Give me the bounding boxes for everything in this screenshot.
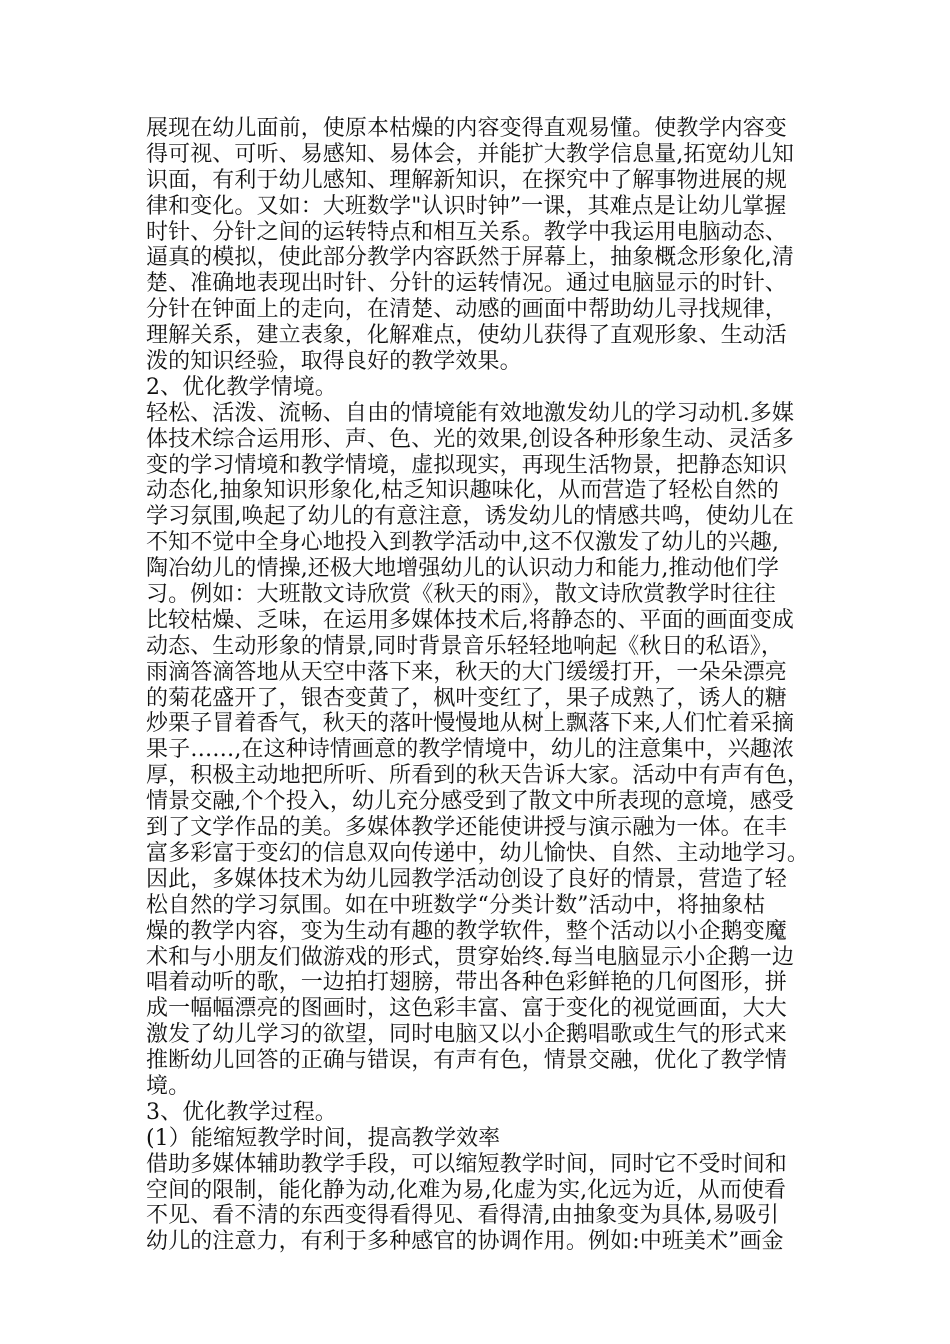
text-line: 果子……,在这种诗情画意的教学情境中，幼儿的注意集中，兴趣浓 bbox=[146, 737, 794, 763]
text-line: 得可视、可听、易感知、易体会，并能扩大教学信息量,拓宽幼儿知 bbox=[146, 141, 794, 167]
text-line: 成一幅幅漂亮的图画时，这色彩丰富、富于变化的视觉画面，大大 bbox=[146, 996, 787, 1022]
text-line: 的菊花盛开了，银杏变黄了，枫叶变红了，果子成熟了，诱人的糖 bbox=[146, 685, 787, 711]
text-line: 激发了幼儿学习的欲望，同时电脑又以小企鹅唱歌或生气的形式来 bbox=[146, 1022, 787, 1048]
text-line: 到了文学作品的美。多媒体教学还能使讲授与演示融为一体。在丰 bbox=[146, 815, 787, 841]
text-line: 因此，多媒体技术为幼儿园教学活动创设了良好的情景，营造了轻 bbox=[146, 866, 787, 892]
text-line: 雨滴答滴答地从天空中落下来，秋天的大门缓缓打开，一朵朵漂亮 bbox=[146, 659, 787, 685]
text-line: 动态化,抽象知识形象化,枯乏知识趣味化，从而营造了轻松自然的 bbox=[146, 478, 779, 504]
text-line: 时针、分针之间的运转特点和相互关系。教学中我运用电脑动态、 bbox=[146, 219, 787, 245]
text-line: 借助多媒体辅助教学手段，可以缩短教学时间，同时它不受时间和 bbox=[146, 1151, 787, 1177]
text-line: 比较枯燥、乏味，在运用多媒体技术后,将静态的、平面的画面变成 bbox=[146, 607, 794, 633]
text-line: 空间的限制，能化静为动,化难为易,化虚为实,化远为近，从而使看 bbox=[146, 1177, 787, 1203]
text-line: 逼真的模拟，使此部分教学内容跃然于屏幕上，抽象概念形象化,清 bbox=[146, 245, 794, 271]
text-line: 炒栗子冒着香气，秋天的落叶慢慢地从树上飘落下来,人们忙着采摘 bbox=[146, 711, 794, 737]
text-line: 楚、准确地表现出时针、分针的运转情况。通过电脑显示的时针、 bbox=[146, 271, 787, 297]
text-line: 3、优化教学过程。 bbox=[146, 1099, 337, 1125]
text-line: 厚，积极主动地把所听、所看到的秋天告诉大家。活动中有声有色， bbox=[146, 763, 810, 789]
text-line: 幼儿的注意力，有利于多种感官的协调作用。例如:中班美术”画金 bbox=[146, 1229, 784, 1255]
text-line: 理解关系，建立表象，化解难点，使幼儿获得了直观形象、生动活 bbox=[146, 323, 787, 349]
text-line: 展现在幼儿面前，使原本枯燥的内容变得直观易懂。使教学内容变 bbox=[146, 116, 787, 141]
text-line: 律和变化。又如：大班数学"认识时钟”一课，其难点是让幼儿掌握 bbox=[146, 193, 787, 219]
text-line: 2、优化教学情境。 bbox=[146, 374, 337, 400]
text-line: 识面，有利于幼儿感知、理解新知识，在探究中了解事物进展的规 bbox=[146, 167, 787, 193]
text-line: 学习氛围,唤起了幼儿的有意注意，诱发幼儿的情感共鸣，使幼儿在 bbox=[146, 504, 794, 530]
text-line: 境。 bbox=[146, 1073, 191, 1099]
text-line: 唱着动听的歌，一边拍打翅膀，带出各种色彩鲜艳的几何图形，拼 bbox=[146, 970, 787, 996]
text-line: 术和与小朋友们做游戏的形式，贯穿始终.每当电脑显示小企鹅一边 bbox=[146, 944, 794, 970]
text-line: 情景交融,个个投入，幼儿充分感受到了散文中所表现的意境，感受 bbox=[146, 789, 794, 815]
text-line: 不见、看不清的东西变得看得见、看得清,由抽象变为具体,易吸引 bbox=[146, 1203, 779, 1229]
text-line: 变的学习情境和教学情境，虚拟现实，再现生活物景，把静态知识 bbox=[146, 452, 787, 478]
text-line: 动态、生动形象的情景,同时背景音乐轻轻地响起《秋日的私语》， bbox=[146, 633, 783, 659]
document-body bbox=[146, 116, 836, 1255]
text-line: 习。例如：大班散文诗欣赏《秋天的雨》，散文诗欣赏教学时往往 bbox=[146, 582, 776, 608]
text-line: 推断幼儿回答的正确与错误，有声有色，情景交融，优化了教学情 bbox=[146, 1048, 787, 1074]
text-line: (1）能缩短教学时间，提高教学效率 bbox=[146, 1125, 501, 1151]
text-line: 陶冶幼儿的情操,还极大地增强幼儿的认识动力和能力,推动他们学 bbox=[146, 556, 779, 582]
text-line: 松自然的学习氛围。如在中班数学“分类计数”活动中，将抽象枯 bbox=[146, 892, 766, 918]
text-line: 轻松、活泼、流畅、自由的情境能有效地激发幼儿的学习动机.多媒 bbox=[146, 400, 794, 426]
text-line: 泼的知识经验，取得良好的教学效果。 bbox=[146, 349, 522, 375]
text-line: 不知不觉中全身心地投入到教学活动中,这不仅激发了幼儿的兴趣, bbox=[146, 530, 779, 556]
text-line: 体技术综合运用形、声、色、光的效果,创设各种形象生动、灵活多 bbox=[146, 426, 794, 452]
text-line: 富多彩富于变幻的信息双向传递中，幼儿愉快、自然、主动地学习。 bbox=[146, 840, 810, 866]
text-line: 分针在钟面上的走向，在清楚、动感的画面中帮助幼儿寻找规律， bbox=[146, 297, 787, 323]
text-line: 燥的教学内容，变为生动有趣的教学软件，整个活动以小企鹅变魔 bbox=[146, 918, 787, 944]
